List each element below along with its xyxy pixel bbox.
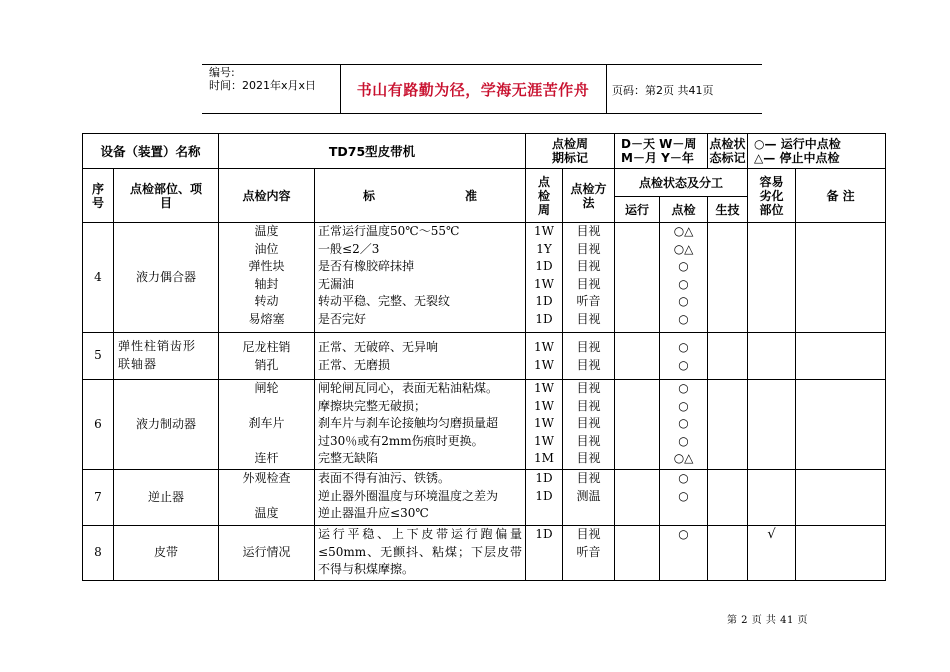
header-bottom-rule bbox=[202, 113, 762, 114]
standard-item: 摩擦块完整无破损； bbox=[318, 398, 427, 413]
col-method bbox=[563, 169, 615, 223]
row-standards bbox=[315, 223, 526, 333]
col-wear bbox=[748, 169, 796, 223]
row-tech bbox=[708, 333, 748, 380]
cycle-item: 1W bbox=[534, 340, 554, 354]
row-checks bbox=[660, 470, 708, 526]
state-legend bbox=[748, 134, 886, 169]
equipment-label: 设备（装置）名称 bbox=[83, 134, 219, 169]
row-check bbox=[660, 526, 708, 581]
col-check: 点检 bbox=[660, 197, 708, 223]
content-item: 尼龙柱销 bbox=[242, 340, 291, 354]
row-run bbox=[615, 470, 660, 526]
row-contents bbox=[219, 380, 315, 470]
header-divider-right bbox=[606, 64, 607, 114]
method-item: 目视 bbox=[576, 471, 601, 485]
standard-item: 完整无缺陷 bbox=[318, 451, 379, 466]
row-contents bbox=[219, 223, 315, 333]
col-method-line-2: 法 bbox=[582, 195, 595, 210]
method-item: 目视 bbox=[576, 311, 601, 326]
row-contents bbox=[219, 470, 315, 526]
column-header-row bbox=[83, 169, 886, 197]
state-legend-line-1: ○— 运行中点检 bbox=[754, 137, 841, 151]
row-standard: 运行平稳、上下皮带运行跑偏量≤50mm、无颤抖、粘煤；下层皮带不得与积煤摩擦。 bbox=[315, 526, 526, 581]
col-remark: 备 注 bbox=[796, 169, 886, 223]
cycle-item: 1W bbox=[534, 398, 554, 413]
cycle-item: 1W bbox=[534, 276, 554, 291]
method-item: 目视 bbox=[576, 398, 601, 413]
serial-label: 编号: bbox=[209, 66, 235, 79]
row-methods bbox=[563, 526, 615, 581]
cycle-item: 1Y bbox=[536, 241, 552, 256]
col-standard-char-2: 准 bbox=[465, 188, 478, 203]
row-methods bbox=[563, 223, 615, 333]
row-part: 液力制动器 bbox=[114, 380, 219, 470]
cycle-item: 1W bbox=[534, 416, 554, 431]
col-seq-line-2: 号 bbox=[91, 195, 104, 210]
row-seq: 5 bbox=[83, 333, 114, 380]
row-standards bbox=[315, 333, 526, 380]
row-tech bbox=[708, 223, 748, 333]
method-item: 听音 bbox=[576, 544, 601, 559]
inspection-table bbox=[82, 133, 886, 581]
row-methods bbox=[563, 470, 615, 526]
method-item: 目视 bbox=[576, 241, 601, 256]
content-item bbox=[219, 488, 314, 506]
row-wear bbox=[748, 470, 796, 526]
row-wear bbox=[748, 223, 796, 333]
cycle-label bbox=[526, 134, 615, 169]
row-cycles bbox=[526, 380, 563, 470]
row-wear bbox=[748, 380, 796, 470]
cycle-item: 1W bbox=[534, 224, 554, 238]
content-item: 销孔 bbox=[254, 357, 279, 372]
standard-item: 过30％或有2mm伤痕时更换。 bbox=[318, 433, 484, 448]
content-item: 油位 bbox=[254, 241, 279, 256]
row-run bbox=[615, 333, 660, 380]
method-item: 目视 bbox=[576, 224, 601, 238]
cycle-label-line-2: 期标记 bbox=[552, 151, 589, 165]
col-part-line-1: 点检部位、项 bbox=[130, 181, 203, 196]
check-item: ○△ bbox=[673, 451, 694, 466]
standard-item: 表面不得有油污、铁锈。 bbox=[318, 471, 451, 485]
content-item: 闸轮 bbox=[254, 381, 279, 395]
col-standard bbox=[315, 169, 526, 223]
table-row bbox=[83, 526, 886, 581]
standard-item: 无漏油 bbox=[318, 276, 355, 291]
col-seq-line-1: 序 bbox=[91, 181, 104, 196]
method-item: 目视 bbox=[576, 416, 601, 431]
table-row bbox=[83, 333, 886, 380]
content-item: 连杆 bbox=[254, 451, 279, 466]
check-item: ○△ bbox=[673, 224, 694, 238]
row-run bbox=[615, 526, 660, 581]
row-seq: 4 bbox=[83, 223, 114, 333]
content-item: 温度 bbox=[254, 506, 279, 521]
row-seq: 8 bbox=[83, 526, 114, 581]
row-standards bbox=[315, 380, 526, 470]
standard-item: 逆止器外圈温度与环境温度之差为 bbox=[318, 488, 499, 503]
check-item: ○ bbox=[678, 276, 689, 291]
row-cycles bbox=[526, 223, 563, 333]
table-row bbox=[83, 223, 886, 333]
row-remark bbox=[796, 526, 886, 581]
col-part-line-2: 目 bbox=[160, 195, 173, 210]
standard-item: 闸轮闸瓦同心，表面无粘油粘煤。 bbox=[318, 381, 499, 395]
document-header bbox=[202, 64, 762, 114]
row-tech bbox=[708, 470, 748, 526]
col-cycle bbox=[526, 169, 563, 223]
check-item: ○ bbox=[678, 398, 689, 413]
cycle-legend-line-2: M－月 Y－年 bbox=[621, 151, 694, 165]
content-item: 温度 bbox=[254, 224, 279, 238]
equipment-row bbox=[83, 134, 886, 169]
table-row bbox=[83, 470, 886, 526]
row-remark bbox=[796, 380, 886, 470]
state-legend-line-2: △— 停止中点检 bbox=[754, 151, 840, 165]
col-wear-line-1: 容易 bbox=[759, 174, 784, 189]
row-run bbox=[615, 380, 660, 470]
content-item bbox=[219, 398, 314, 416]
page-label: 页码：第2页 共41页 bbox=[612, 84, 714, 97]
state-label-line-1: 点检状 bbox=[709, 137, 746, 151]
row-content: 运行情况 bbox=[219, 526, 315, 581]
method-item: 测温 bbox=[576, 488, 601, 503]
page-footer: 第 2 页 共 41 页 bbox=[727, 615, 808, 626]
date-label: 时间：2021年x月x日 bbox=[209, 79, 317, 92]
cycle-label-line-1: 点检周 bbox=[552, 137, 589, 151]
check-item: ○ bbox=[678, 416, 689, 431]
standard-item: 正常、无磨损 bbox=[318, 357, 391, 372]
check-item: ○ bbox=[678, 527, 689, 541]
standard-item: 一般≤2／3 bbox=[318, 241, 380, 256]
col-cycle-line-1: 点 bbox=[538, 174, 551, 189]
cycle-item: 1W bbox=[534, 433, 554, 448]
method-item: 目视 bbox=[576, 527, 601, 541]
content-item: 易熔塞 bbox=[248, 311, 285, 326]
standard-item: 正常运行温度50℃～55℃ bbox=[318, 224, 460, 238]
content-item: 轴封 bbox=[254, 276, 279, 291]
standard-item: 逆止器温升应≤30℃ bbox=[318, 506, 429, 521]
col-state-division: 点检状态及分工 bbox=[615, 169, 748, 197]
col-cycle-line-3: 周 bbox=[538, 202, 551, 217]
check-item: ○ bbox=[678, 357, 689, 372]
cycle-item: 1D bbox=[535, 471, 553, 485]
check-item: ○ bbox=[678, 433, 689, 448]
table-row bbox=[83, 380, 886, 470]
motto: 书山有路勤为径，学海无涯苦作舟 bbox=[356, 81, 590, 99]
standard-item: 是否完好 bbox=[318, 311, 367, 326]
check-item: ○ bbox=[678, 311, 689, 326]
standard-item: 刹车片与刹车论接触均匀磨损量超 bbox=[318, 416, 499, 431]
col-wear-line-2: 劣化 bbox=[759, 188, 784, 203]
col-wear-line-3: 部位 bbox=[759, 202, 784, 217]
cycle-item: 1W bbox=[534, 357, 554, 372]
method-item: 目视 bbox=[576, 276, 601, 291]
row-part bbox=[114, 333, 219, 380]
cycle-item: 1W bbox=[534, 381, 554, 395]
row-checks bbox=[660, 380, 708, 470]
check-item: ○ bbox=[678, 471, 689, 485]
cycle-legend-line-1: D－天 W－周 bbox=[621, 137, 697, 151]
row-cycles bbox=[526, 333, 563, 380]
row-checks bbox=[660, 333, 708, 380]
check-item: ○ bbox=[678, 259, 689, 274]
col-part bbox=[114, 169, 219, 223]
row-part-line-2: 联轴器 bbox=[118, 357, 158, 371]
row-remark bbox=[796, 470, 886, 526]
equipment-name: TD75型皮带机 bbox=[219, 134, 526, 169]
col-content: 点检内容 bbox=[219, 169, 315, 223]
cycle-item: 1D bbox=[535, 294, 553, 309]
check-item: ○ bbox=[678, 488, 689, 503]
col-run: 运行 bbox=[615, 197, 660, 223]
cycle-item: 1D bbox=[535, 259, 553, 274]
cycle-item: 1M bbox=[534, 451, 554, 466]
standard-item: 正常、无破碎、无异响 bbox=[318, 340, 439, 354]
cycle-legend bbox=[615, 134, 708, 169]
row-tech bbox=[708, 380, 748, 470]
state-label bbox=[708, 134, 748, 169]
col-seq bbox=[83, 169, 114, 223]
col-standard-char-1: 标 bbox=[363, 188, 376, 203]
row-part-line-1: 弹性柱销齿形 bbox=[118, 339, 197, 354]
row-part: 逆止器 bbox=[114, 470, 219, 526]
col-tech: 生技 bbox=[708, 197, 748, 223]
cycle-item: 1D bbox=[535, 527, 553, 541]
row-tech bbox=[708, 526, 748, 581]
row-standards bbox=[315, 470, 526, 526]
method-item: 目视 bbox=[576, 357, 601, 372]
row-contents bbox=[219, 333, 315, 380]
row-part: 液力偶合器 bbox=[114, 223, 219, 333]
method-item: 目视 bbox=[576, 259, 601, 274]
content-item: 弹性块 bbox=[248, 259, 285, 274]
method-item: 目视 bbox=[576, 340, 601, 354]
cycle-item: 1D bbox=[535, 311, 553, 326]
row-remark bbox=[796, 223, 886, 333]
row-seq: 7 bbox=[83, 470, 114, 526]
check-item: ○△ bbox=[673, 241, 694, 256]
row-cycle bbox=[526, 526, 563, 581]
method-item: 目视 bbox=[576, 381, 601, 395]
row-seq: 6 bbox=[83, 380, 114, 470]
content-item: 外观检查 bbox=[242, 471, 291, 485]
row-run bbox=[615, 223, 660, 333]
check-mark-icon: √ bbox=[767, 527, 776, 542]
row-wear bbox=[748, 526, 796, 581]
row-cycles bbox=[526, 470, 563, 526]
row-checks bbox=[660, 223, 708, 333]
col-cycle-line-2: 检 bbox=[538, 188, 551, 203]
state-label-line-2: 态标记 bbox=[709, 151, 746, 165]
standard-item: 是否有橡胶碎抹掉 bbox=[318, 259, 415, 274]
method-item: 听音 bbox=[576, 294, 601, 309]
content-item: 刹车片 bbox=[248, 416, 285, 431]
method-item: 目视 bbox=[576, 451, 601, 466]
row-remark bbox=[796, 333, 886, 380]
method-item: 目视 bbox=[576, 433, 601, 448]
check-item: ○ bbox=[678, 294, 689, 309]
cycle-item: 1D bbox=[535, 488, 553, 503]
row-wear bbox=[748, 333, 796, 380]
row-methods bbox=[563, 333, 615, 380]
col-method-line-1: 点检方 bbox=[570, 181, 607, 196]
check-item: ○ bbox=[678, 340, 689, 354]
content-item: 转动 bbox=[254, 294, 279, 309]
row-part: 皮带 bbox=[114, 526, 219, 581]
standard-item: 转动平稳、完整、无裂纹 bbox=[318, 294, 451, 309]
header-top-rule bbox=[202, 64, 762, 65]
content-item bbox=[219, 433, 314, 451]
row-methods bbox=[563, 380, 615, 470]
check-item: ○ bbox=[678, 381, 689, 395]
